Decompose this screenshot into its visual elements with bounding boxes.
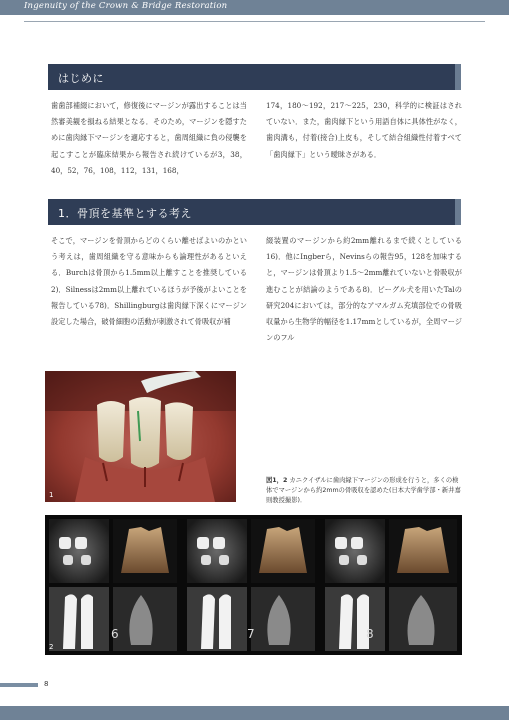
header-rule bbox=[24, 21, 485, 22]
intro-paragraph-right: 174，180〜192，217〜225，230，科学的に検証はされていない．また，歯肉縁下という用語自体に具体性がなく，歯肉溝も，付着(接合)上皮も，そして結合組織性付着すべて「歯肉縁下」という曖昧さがある． bbox=[266, 101, 462, 159]
section-title-1: 1．骨頂を基準とする考え bbox=[58, 207, 192, 220]
section1-paragraph-left: そこで，マージンを骨頂からどのくらい離せばよいのかという考えは，歯周組織を守る意味からも論理性があるといえる．Burchは骨頂から1.5mm以上離すことを推奨している2)．Silnessは2mm以上離れているほうが予後がよいことを報告している78)．Shillingburgは歯肉縁下深くにマージン設定した場合，破骨細胞の活動が刺激されて骨吸収が補 bbox=[51, 236, 247, 327]
section-bar-intro bbox=[48, 64, 461, 90]
figure2-number: 2 bbox=[49, 643, 54, 651]
running-title: Ingenuity of the Crown & Bridge Restoration bbox=[24, 1, 228, 11]
figure1-clinical-photo bbox=[45, 371, 236, 502]
caption-label: 図1，2 bbox=[266, 477, 288, 484]
caption-text: カニクイザルに歯肉縁下マージンの形成を行うと，多くの検体でマージンから約2mmの骨吸収を認めた(日本大学歯学部・新井嘉則教授撮影)． bbox=[266, 477, 461, 504]
section-bar-1 bbox=[48, 199, 461, 225]
section-accent bbox=[455, 199, 461, 225]
section-title-intro: はじめに bbox=[58, 72, 104, 85]
clinical-photo-illustration bbox=[45, 371, 236, 502]
ct-label-6: 6 bbox=[111, 627, 119, 641]
bottom-band bbox=[0, 706, 509, 720]
ct-label-8: 8 bbox=[366, 627, 374, 641]
ct-label-7: 7 bbox=[247, 627, 255, 641]
footer-rule bbox=[0, 683, 38, 687]
figure-caption bbox=[266, 476, 462, 506]
page-number: 8 bbox=[44, 680, 49, 688]
section1-paragraph-right: 綴装置のマージンから約2mm離れるまで続くとしている16)．他にIngberら，Nevinsらの報告95，128を加味すると，マージンは骨頂より1.5〜2mm離れていないと骨吸収が進むことが結論のようである8)．ビーグル犬を用いたTalの研究204においては，部分的なアマルガム充填部位での骨吸収量から生物学的幅径を1.17mmとしているが，全周マージンのフル bbox=[266, 236, 462, 343]
figure2-ct-panel bbox=[45, 515, 462, 655]
figure1-number: 1 bbox=[49, 491, 54, 499]
intro-paragraph-left: 歯歯部補綴において，修復後にマージンが露出することは当然審美観を損ねる結果となる．そのため，マージンを隠すために歯肉縁下マージンを適応すると，歯周組織に負の侵襲を起こすことが臨床結果から報告され続けているが3，38，40，52，76，108，112，131，168， bbox=[51, 101, 247, 175]
section-accent bbox=[455, 64, 461, 90]
